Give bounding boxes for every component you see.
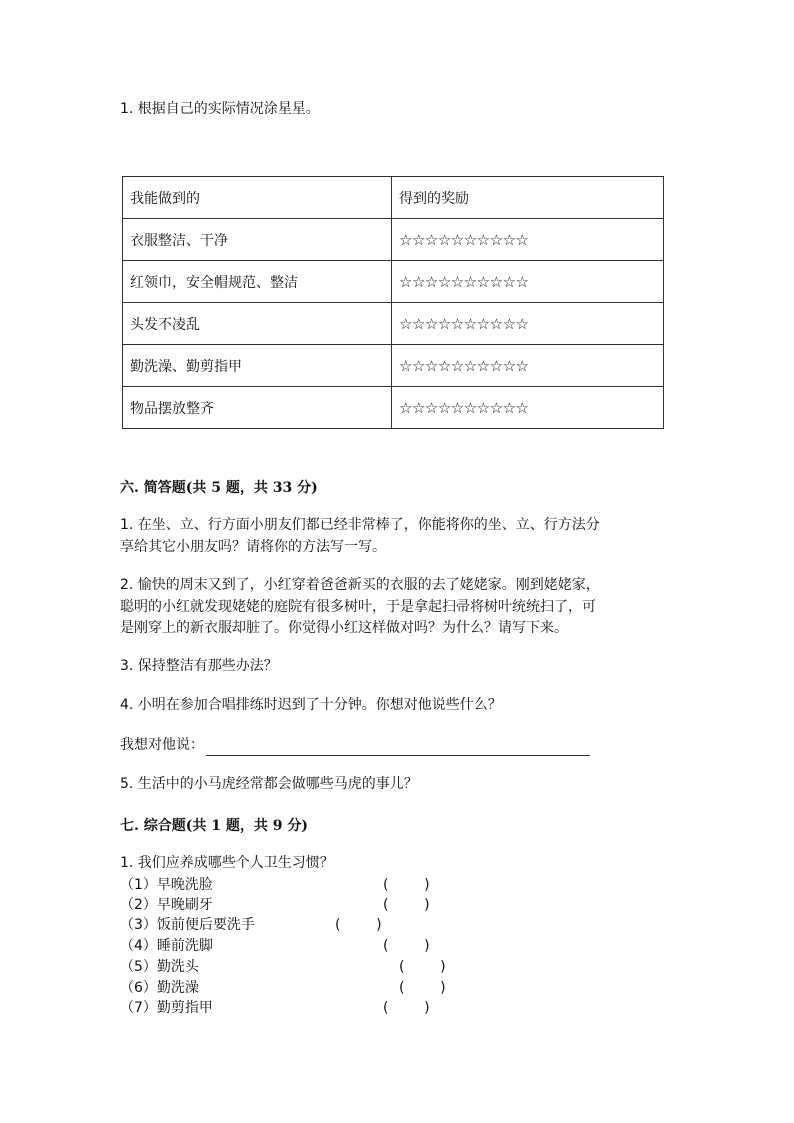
star-rating-table — [122, 176, 664, 429]
habit-item-label: （7）勤剪指甲 — [120, 1000, 213, 1016]
habit-item-label: （4）睡前洗脚 — [120, 938, 213, 954]
habit-answer-paren[interactable]: ( ) — [383, 1000, 430, 1016]
s6-question-2-line-1: 2. 愉快的周末又到了，小红穿着爸爸新买的衣服的去了姥姥家。刚到姥姥家， — [120, 577, 600, 593]
star-rating[interactable]: ☆☆☆☆☆☆☆☆☆☆ — [392, 261, 664, 303]
row-item: 物品摆放整齐 — [123, 387, 392, 429]
habit-answer-paren[interactable]: ( ) — [399, 959, 446, 975]
habit-answer-paren[interactable]: ( ) — [383, 897, 430, 913]
row-item: 衣服整洁、干净 — [123, 219, 392, 261]
habit-item-label: （1）早晚洗脸 — [120, 877, 213, 893]
answer-label: 我想对他说： — [120, 737, 204, 753]
habit-item-label: （5）勤洗头 — [120, 959, 199, 975]
habit-answer-paren[interactable]: ( ) — [383, 938, 430, 954]
table-header-row — [123, 177, 664, 219]
answer-blank-line[interactable] — [206, 739, 590, 756]
table-row — [123, 219, 664, 261]
column-header: 得到的奖励 — [392, 177, 664, 219]
habit-answer-paren[interactable]: ( ) — [399, 980, 446, 996]
s6-question-3: 3. 保持整洁有那些办法？ — [120, 658, 278, 674]
s6-question-5: 5. 生活中的小马虎经常都会做哪些马虎的事儿？ — [120, 776, 418, 792]
star-rating[interactable]: ☆☆☆☆☆☆☆☆☆☆ — [392, 345, 664, 387]
habit-item-label: （3）饭前便后要洗手 — [120, 917, 255, 933]
table-row — [123, 345, 664, 387]
habit-answer-paren[interactable]: ( ) — [383, 877, 430, 893]
s7-question-1: 1. 我们应养成哪些个人卫生习惯？ — [120, 855, 334, 871]
s6-question-2-line-2: 聪明的小红就发现姥姥的庭院有很多树叶，于是拿起扫帚将树叶统统扫了，可 — [120, 599, 596, 615]
section-6-heading: 六. 简答题(共 5 题，共 33 分) — [120, 480, 318, 496]
s6-question-4-answer — [120, 734, 590, 756]
star-rating[interactable]: ☆☆☆☆☆☆☆☆☆☆ — [392, 219, 664, 261]
row-item: 勤洗澡、勤剪指甲 — [123, 345, 392, 387]
s6-question-1-line-2: 享给其它小朋友吗？请将你的方法写一写。 — [120, 539, 386, 555]
table-row — [123, 387, 664, 429]
table-row — [123, 261, 664, 303]
column-header: 我能做到的 — [123, 177, 392, 219]
row-item: 红领巾，安全帽规范、整洁 — [123, 261, 392, 303]
s6-question-2-line-3: 是刚穿上的新衣服却脏了。你觉得小红这样做对吗？为什么？请写下来。 — [120, 620, 568, 636]
s6-question-1-line-1: 1. 在坐、立、行方面小朋友们都已经非常棒了，你能将你的坐、立、行方法分 — [120, 517, 600, 533]
habit-item-label: （6）勤洗澡 — [120, 980, 199, 996]
s6-question-4: 4. 小明在参加合唱排练时迟到了十分钟。你想对他说些什么？ — [120, 697, 502, 713]
star-rating[interactable]: ☆☆☆☆☆☆☆☆☆☆ — [392, 303, 664, 345]
row-item: 头发不凌乱 — [123, 303, 392, 345]
star-rating[interactable]: ☆☆☆☆☆☆☆☆☆☆ — [392, 387, 664, 429]
question-1-title: 1. 根据自己的实际情况涂星星。 — [120, 101, 320, 117]
habit-answer-paren[interactable]: ( ) — [335, 917, 382, 933]
habit-item-label: （2）早晚刷牙 — [120, 897, 213, 913]
section-7-heading: 七. 综合题(共 1 题，共 9 分) — [120, 818, 308, 834]
table-row — [123, 303, 664, 345]
